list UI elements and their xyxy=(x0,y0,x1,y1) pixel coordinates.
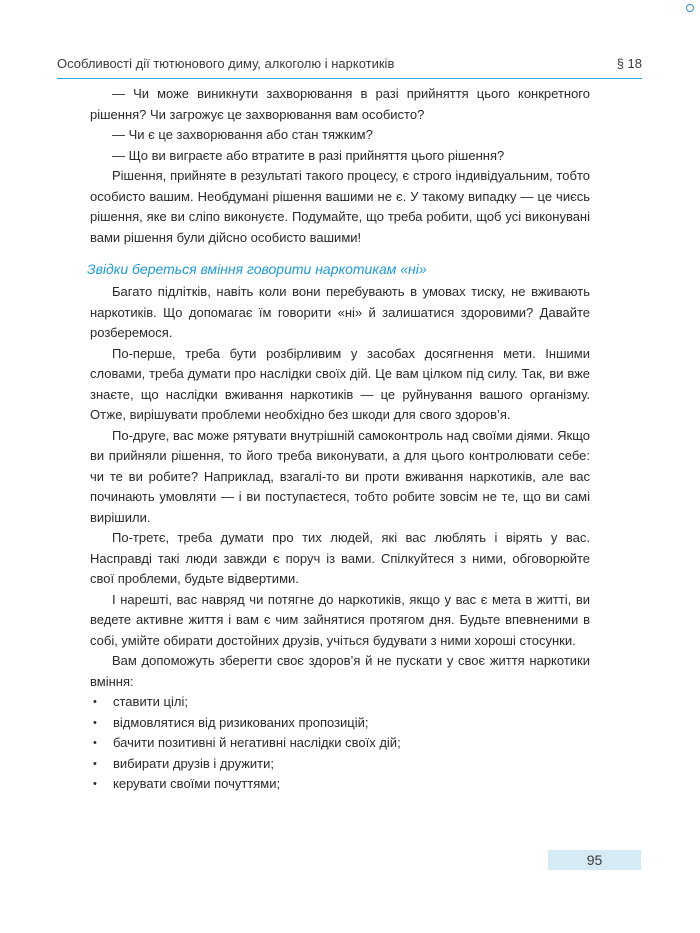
body-paragraph: По-третє, треба думати про тих людей, які вас люблять і вірять у вас. Насправді такі люди завжди є поруч із вами. Спілкуйтеся з ними, обговорюйте свої проблеми, будьте відвертими. xyxy=(90,530,590,586)
body-paragraph: По-перше, треба бути розбірливим у засобах досягнення мети. Іншими словами, треба думати про наслідки своїх дій. Це вам цілком під силу. Так, ви вже знаєте, що наслідки вживання наркотиків — це руйнування вашого організму. Отже, вирішувати проблеми необхідно без шкоди для свого здоров’я. xyxy=(90,345,590,422)
list-item-text: бачити позитивні й негативні наслідки своїх дій; xyxy=(113,735,401,750)
list-item xyxy=(93,754,590,775)
question-paragraph: — Чи може виникнути захворювання в разі прийняття цього конкретного рішення? Чи загрожує це захворювання вам особисто? xyxy=(90,86,590,122)
body-paragraph: Рішення, прийняте в результаті такого процесу, є строго індивідуальним, тобто особисто вашим. Необдумані рішення вашими не є. У такому випадку — це чиєсь рішення, яке ви сліпо виконуєте. Подумайте, що треба робити, щоб усі виконувані вами рішення були дійсно особисто вашими! xyxy=(90,168,590,245)
body-paragraph: Вам допоможуть зберегти своє здоров’я й не пускати у своє життя наркотики вміння: xyxy=(90,653,590,689)
list-item-text: ставити цілі; xyxy=(113,694,188,709)
page-number xyxy=(548,850,641,870)
list-item xyxy=(93,713,590,734)
section-number: § 18 xyxy=(616,55,642,71)
publisher-logo-icon xyxy=(686,4,694,12)
list-item xyxy=(93,774,590,795)
bullet-icon: • xyxy=(93,778,97,790)
list-item-text: відмовлятися від ризикованих пропозицій; xyxy=(113,714,369,730)
bullet-icon: • xyxy=(93,716,97,729)
header-divider xyxy=(57,78,642,79)
body-paragraph: Багато підлітків, навіть коли вони перебувають в умовах тиску, не вживають наркотиків. Що допомагає їм говорити «ні» й залишатися здоровими? Давайте розберемося. xyxy=(90,284,590,340)
list-item xyxy=(93,692,590,713)
list-item xyxy=(93,733,590,754)
chapter-title: Особливості дії тютюнового диму, алкоголю і наркотиків xyxy=(57,55,395,71)
skills-list xyxy=(90,692,590,795)
section-heading: Звідки береться вміння говорити наркотикам «ні» xyxy=(87,261,427,277)
bullet-icon: • xyxy=(93,737,97,749)
bullet-icon: • xyxy=(93,696,97,708)
page-body xyxy=(87,84,590,795)
body-paragraph: По-друге, вас може рятувати внутрішній самоконтроль над своїми діями. Якщо ви прийняли рішення, то його треба виконувати, а для цього контролювати себе: чи те ви робите? Наприклад, взагалі-то ви проти вживання наркотиків, але вас починають умовляти — і ви поступаєтеся, тобто робите зовсім не те, що ви самі вирішили. xyxy=(90,427,590,525)
bullet-icon: • xyxy=(93,757,97,770)
page-header xyxy=(57,48,642,78)
list-item-text: вибирати друзів і дружити; xyxy=(113,755,275,771)
page-number-text: 95 xyxy=(586,852,603,868)
question-paragraph: — Чи є це захворювання або стан тяжким? xyxy=(112,127,373,142)
body-paragraph: І нарешті, вас навряд чи потягне до наркотиків, якщо у вас є мета в житті, ви ведете активне життя і вам є чим зайнятися протягом дня. Будьте впевненими в собі, умійте обирати достойних друзів, учіться будувати з ними хороші стосунки. xyxy=(90,591,590,648)
question-paragraph: — Що ви виграєте або втратите в разі прийняття цього рішення? xyxy=(112,147,505,163)
list-item-text: керувати своїми почуттями; xyxy=(113,776,281,791)
